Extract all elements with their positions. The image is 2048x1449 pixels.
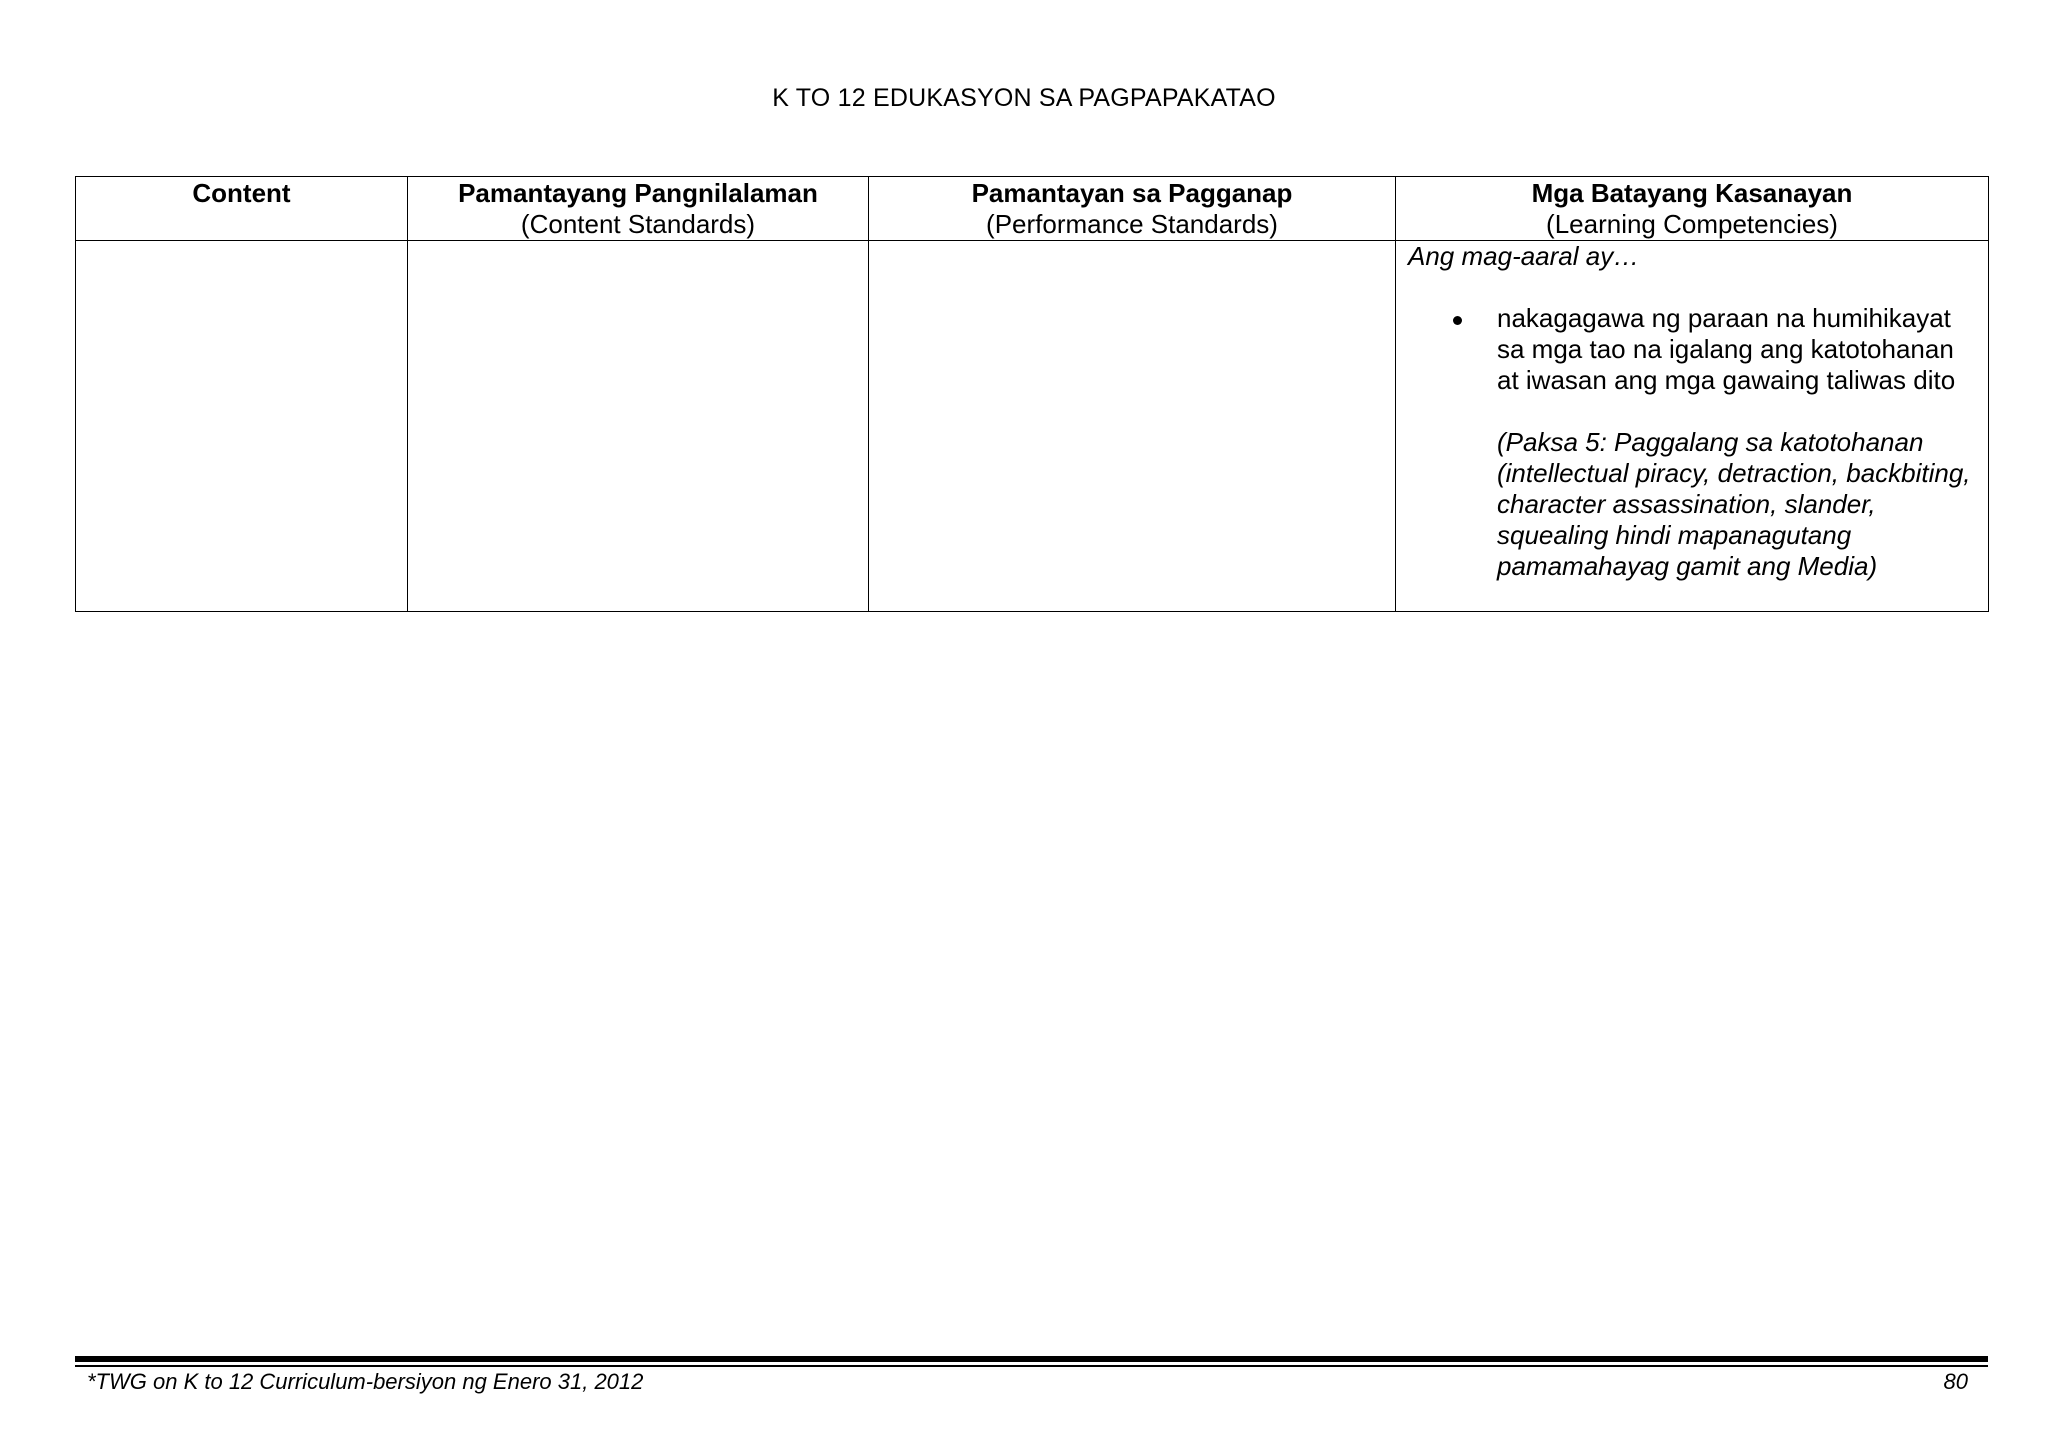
header-performance-standards-sublabel: (Performance Standards): [986, 209, 1278, 239]
header-learning-competencies-sublabel: (Learning Competencies): [1546, 209, 1838, 239]
table-header-row: [76, 177, 1989, 241]
header-content-standards: [408, 177, 869, 241]
header-content: [76, 177, 408, 241]
cell-learning-competencies: [1396, 241, 1989, 612]
footer-note: *TWG on K to 12 Curriculum-bersiyon ng Enero 31, 2012: [87, 1369, 644, 1394]
header-content-standards-label: Pamantayang Pangnilalaman: [458, 178, 818, 208]
curriculum-table: [75, 176, 1989, 612]
header-content-standards-sublabel: (Content Standards): [520, 209, 756, 239]
cell-performance-standards: [869, 241, 1396, 612]
header-learning-competencies: [1396, 177, 1989, 241]
competency-topic: (Paksa 5: Paggalang sa katotohanan (intellectual piracy, detraction, backbiting, character assassination, slander, squealing hindi mapanagutang pamamahayag gamit ang Media): [1497, 427, 1971, 581]
competency-intro: Ang mag-aaral ay…: [1408, 241, 1640, 271]
cell-content-standards: [408, 241, 869, 612]
header-content-label: Content: [192, 178, 291, 208]
footer-divider-thin: [75, 1365, 1988, 1367]
page-number: 80: [1943, 1369, 1968, 1394]
header-performance-standards: [869, 177, 1396, 241]
cell-content: [76, 241, 408, 612]
header-learning-competencies-label: Mga Batayang Kasanayan: [1531, 178, 1853, 208]
header-performance-standards-label: Pamantayan sa Pagganap: [971, 178, 1293, 208]
footer-divider-thick: [75, 1356, 1988, 1362]
list-item: [1396, 303, 1988, 582]
competency-text: nakagagawa ng paraan na humihikayat sa mga tao na igalang ang katotohanan at iwasan ang mga gawaing taliwas dito: [1497, 303, 1956, 395]
competency-list: [1396, 303, 1988, 582]
document-title: K TO 12 EDUKASYON SA PAGPAPAKATAO: [772, 84, 1276, 112]
bullet-icon: [1453, 316, 1462, 325]
table-row: [76, 241, 1989, 612]
